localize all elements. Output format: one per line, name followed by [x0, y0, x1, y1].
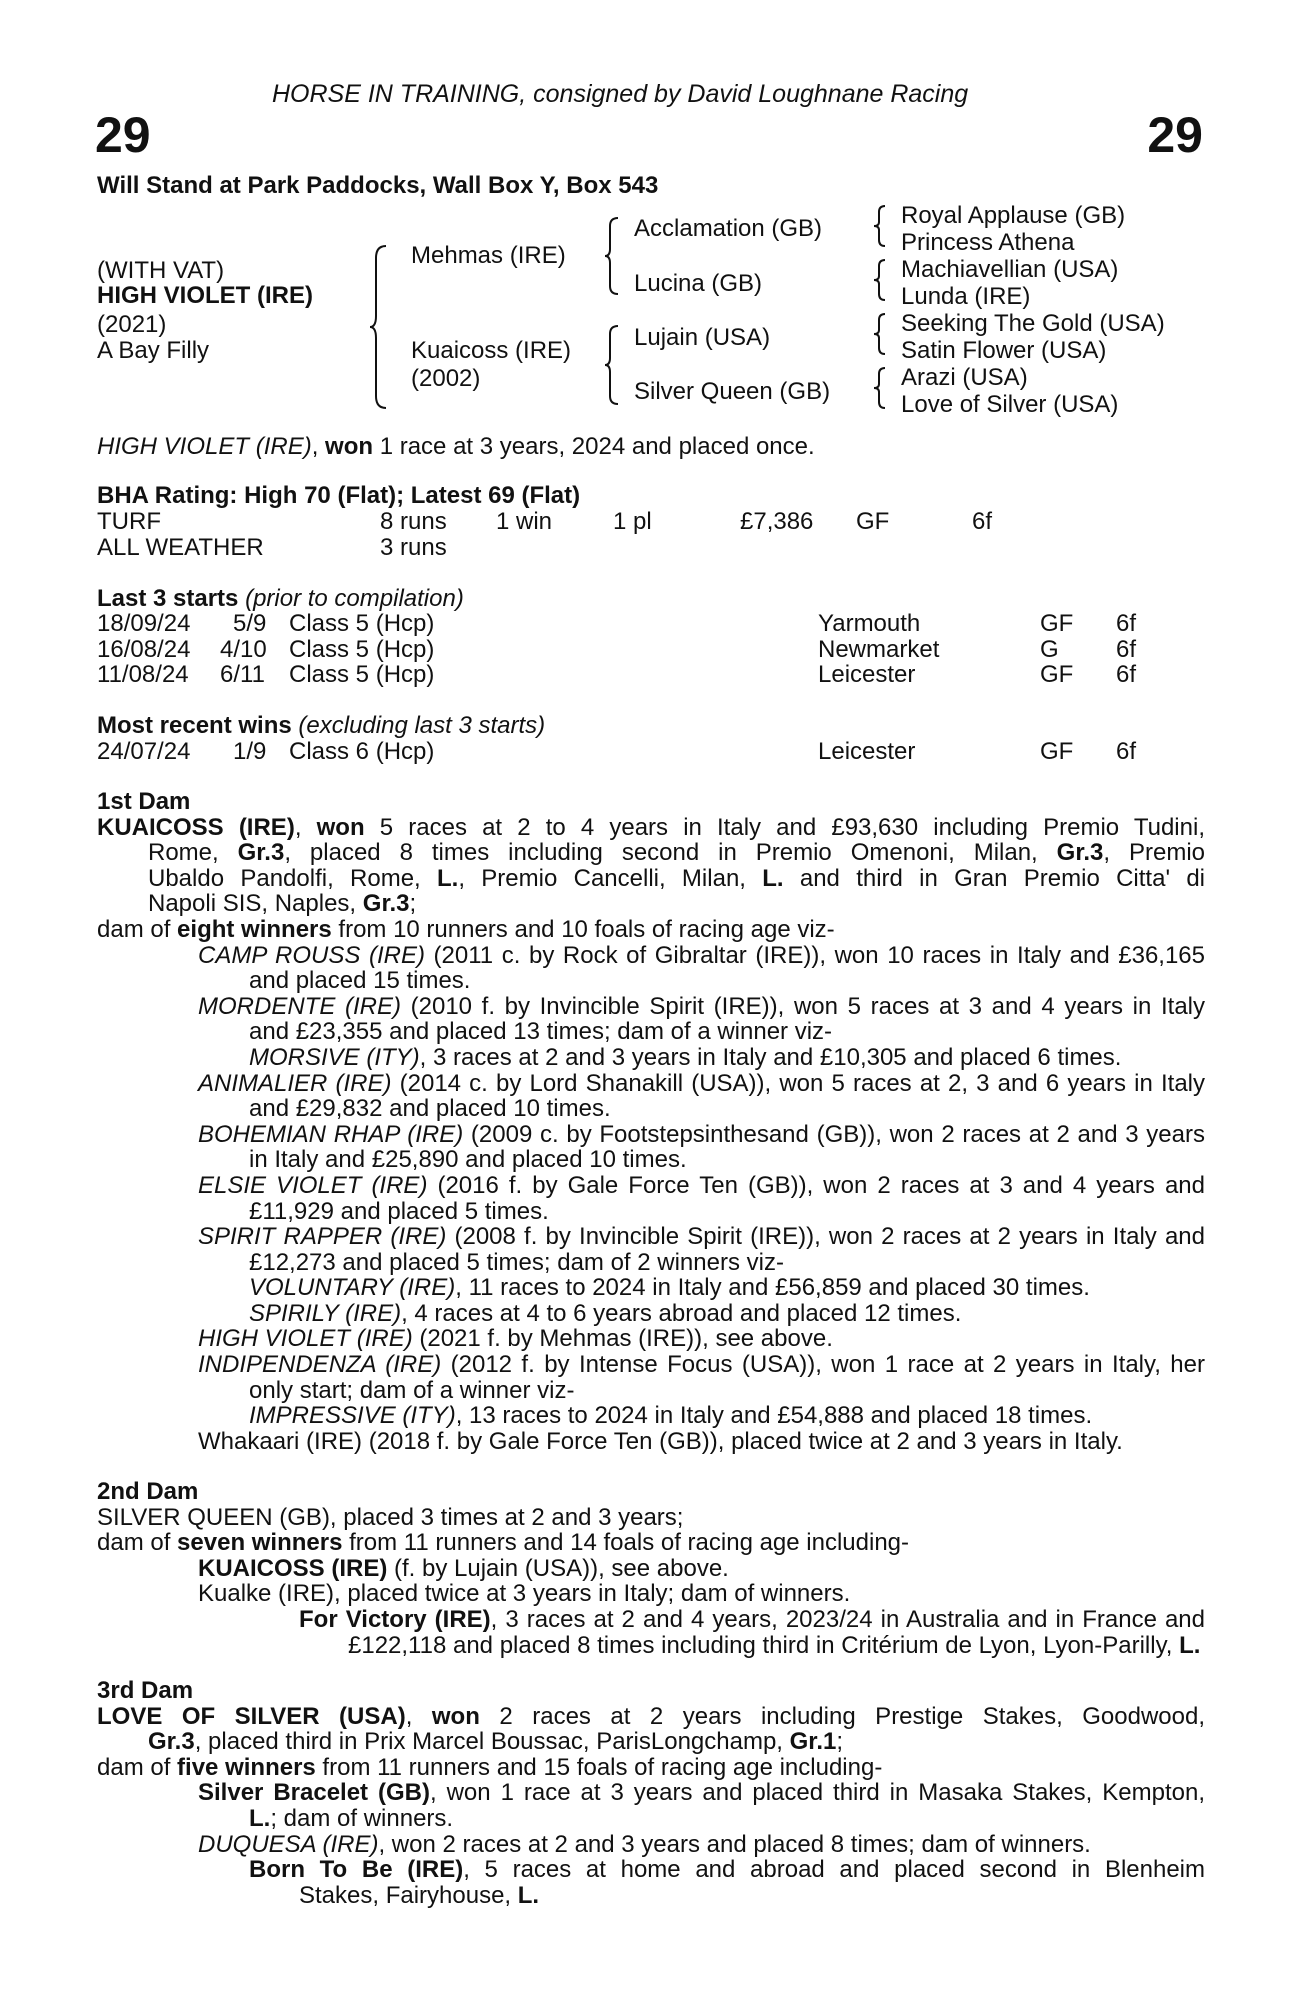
progeny-line: SPIRIT RAPPER (IRE) (2008 f. by Invincible Spirit (IRE)), won 2 races at 2 years in Italy and — [198, 1224, 1205, 1250]
second-dam-line: dam of seven winners from 11 runners and 14 foals of racing age including- — [97, 1529, 910, 1557]
last-starts-title: Last 3 starts — [97, 585, 239, 612]
summary-text: 1 race at 3 years, 2024 and placed once. — [379, 433, 815, 460]
recent-wins-heading — [97, 712, 545, 740]
win-position: 1/9 — [233, 738, 267, 765]
pedigree-brace-g4 — [872, 366, 888, 410]
start-distance: 6f — [1116, 610, 1137, 637]
turf-label: TURF — [97, 508, 161, 535]
start-going: GF — [1040, 661, 1074, 688]
win-course: Leicester — [818, 738, 916, 765]
stand-location: Will Stand at Park Paddocks, Wall Box Y, Box 543 — [97, 172, 659, 199]
first-dam-line: Napoli SIS, Naples, Gr.3; — [148, 890, 417, 918]
progeny-line: £12,273 and placed 5 times; dam of 2 winners viz- — [249, 1248, 784, 1276]
second-dam-line: KUAICOSS (IRE) (f. by Lujain (USA)), see above. — [198, 1554, 729, 1582]
third-dam-line: Silver Bracelet (GB), won 1 race at 3 years and placed third in Masaka Stakes, Kempton, — [198, 1780, 1205, 1806]
progeny-line: MORSIVE (ITY), 3 races at 2 and 3 years in Italy and £10,305 and placed 6 times. — [249, 1043, 1122, 1071]
progeny-line: HIGH VIOLET (IRE) (2021 f. by Mehmas (IRE)), see above. — [198, 1325, 833, 1353]
pedigree-brace-dam — [603, 324, 621, 406]
third-dam-line: Gr.3, placed third in Prix Marcel Boussac, ParisLongchamp, Gr.1; — [148, 1728, 844, 1756]
pedigree-brace-main — [368, 244, 390, 410]
pedigree-dam-dam: Silver Queen (GB) — [634, 378, 831, 405]
third-dam-line: Stakes, Fairyhouse, L. — [299, 1881, 540, 1909]
pedigree-brace-g3 — [872, 312, 888, 356]
summary-horse-name: HIGH VIOLET (IRE) — [97, 433, 312, 460]
last-starts-heading — [97, 585, 464, 613]
turf-wins: 1 win — [496, 508, 553, 535]
catalogue-heading: HORSE IN TRAINING, consigned by David Loughnane Racing — [272, 80, 969, 108]
progeny-line: Whakaari (IRE) (2018 f. by Gale Force Ten (GB)), placed twice at 2 and 3 years in Italy. — [198, 1427, 1123, 1455]
progeny-line: INDIPENDENZA (IRE) (2012 f. by Intense Focus (USA)), won 1 race at 2 years in Italy, her — [198, 1352, 1205, 1378]
horse-name: HIGH VIOLET (IRE) — [97, 282, 313, 309]
progeny-line: VOLUNTARY (IRE), 11 races to 2024 in Italy and £56,859 and placed 30 times. — [249, 1274, 1090, 1302]
start-position: 4/10 — [220, 636, 267, 663]
horse-description: A Bay Filly — [97, 337, 210, 364]
pedigree-brace-sire — [603, 216, 621, 296]
pedigree-sire-dam: Lucina (GB) — [634, 270, 763, 297]
start-date: 11/08/24 — [97, 661, 189, 688]
start-date: 18/09/24 — [97, 610, 191, 637]
pedigree-brace-g2 — [872, 258, 888, 302]
pedigree-dsd: Satin Flower (USA) — [901, 337, 1107, 364]
start-going: G — [1040, 636, 1059, 663]
recent-wins-note: (excluding last 3 starts) — [298, 712, 546, 739]
lot-number-right: 29 — [1147, 107, 1203, 163]
first-dam-line: dam of eight winners from 10 runners and 10 foals of racing age viz- — [97, 915, 835, 943]
pedigree-dam-year: (2002) — [411, 365, 481, 392]
progeny-line: SPIRILY (IRE), 4 races at 4 to 6 years abroad and placed 12 times. — [249, 1299, 962, 1327]
turf-runs: 8 runs — [380, 508, 447, 535]
progeny-line: IMPRESSIVE (ITY), 13 races to 2024 in Italy and £54,888 and placed 18 times. — [249, 1402, 1093, 1430]
third-dam-line: Born To Be (IRE), 5 races at home and abroad and placed second in Blenheim — [249, 1857, 1205, 1883]
second-dam-line: SILVER QUEEN (GB), placed 3 times at 2 and 3 years; — [97, 1503, 684, 1531]
pedigree-ddd: Love of Silver (USA) — [901, 391, 1119, 418]
third-dam-line: L.; dam of winners. — [249, 1804, 454, 1832]
bha-rating: BHA Rating: High 70 (Flat); Latest 69 (Flat) — [97, 482, 581, 509]
progeny-line: ANIMALIER (IRE) (2014 c. by Lord Shanakill (USA)), won 5 races at 2, 3 and 6 years in Italy — [198, 1070, 1205, 1097]
first-dam-line: Ubaldo Pandolfi, Rome, L., Premio Cancelli, Milan, L. and third in Gran Premio Citta' di — [148, 865, 1205, 892]
pedigree-sdd: Lunda (IRE) — [901, 283, 1031, 310]
progeny-line: and £29,832 and placed 10 times. — [249, 1095, 611, 1123]
second-dam-section — [97, 1479, 1205, 1658]
progeny-line: BOHEMIAN RHAP (IRE) (2009 c. by Footstepsinthesand (GB)), won 2 races at 2 and 3 years — [198, 1121, 1205, 1148]
start-distance: 6f — [1116, 661, 1137, 688]
second-dam-line: £122,118 and placed 8 times including third in Critérium de Lyon, Lyon-Parilly, L. — [348, 1631, 1201, 1659]
progeny-line: and £23,355 and placed 13 times; dam of a winner viz- — [249, 1018, 833, 1046]
start-date: 16/08/24 — [97, 636, 191, 663]
progeny-line: only start; dam of a winner viz- — [249, 1376, 575, 1404]
start-position: 6/11 — [220, 661, 265, 688]
start-class: Class 5 (Hcp) — [289, 636, 435, 663]
pedigree-sss: Royal Applause (GB) — [901, 202, 1126, 229]
third-dam-line: dam of five winners from 11 runners and 15 foals of racing age including- — [97, 1753, 883, 1781]
third-dam-title: 3rd Dam — [97, 1677, 194, 1704]
pedigree-ssd: Princess Athena — [901, 229, 1075, 256]
win-going: GF — [1040, 738, 1074, 765]
pedigree-sire: Mehmas (IRE) — [411, 242, 566, 269]
pedigree-brace-g1 — [872, 204, 888, 248]
horse-year: (2021) — [97, 311, 167, 338]
win-date: 24/07/24 — [97, 738, 191, 765]
aw-runs: 3 runs — [380, 534, 447, 561]
start-position: 5/9 — [233, 610, 267, 637]
first-dam-title: 1st Dam — [97, 788, 191, 815]
progeny-line: MORDENTE (IRE) (2010 f. by Invincible Spirit (IRE)), won 5 races at 3 and 4 years in Italy — [198, 993, 1205, 1020]
pedigree-dss: Seeking The Gold (USA) — [901, 310, 1165, 337]
first-dam-section — [97, 789, 1205, 1454]
second-dam-title: 2nd Dam — [97, 1478, 199, 1505]
start-class: Class 5 (Hcp) — [289, 661, 435, 688]
progeny-line: in Italy and £25,890 and placed 10 times. — [249, 1146, 687, 1174]
win-distance: 6f — [1116, 738, 1137, 765]
turf-distance: 6f — [972, 508, 993, 535]
lot-number-left: 29 — [95, 107, 151, 163]
race-summary: HIGH VIOLET (IRE), won 1 race at 3 years, 2024 and placed once. — [97, 433, 815, 460]
turf-placed: 1 pl — [613, 508, 652, 535]
third-dam-section — [97, 1678, 1205, 1908]
start-course: Newmarket — [818, 636, 940, 663]
recent-wins-title: Most recent wins — [97, 712, 292, 739]
summary-won: won — [325, 433, 374, 460]
pedigree-dam: Kuaicoss (IRE) — [411, 337, 572, 364]
pedigree-dds: Arazi (USA) — [901, 364, 1028, 391]
start-distance: 6f — [1116, 636, 1137, 663]
pedigree-sire-sire: Acclamation (GB) — [634, 215, 823, 242]
progeny-line: ELSIE VIOLET (IRE) (2016 f. by Gale Force Ten (GB)), won 2 races at 3 and 4 years and — [198, 1172, 1205, 1199]
pedigree-dam-sire: Lujain (USA) — [634, 324, 771, 351]
first-dam-line: KUAICOSS (IRE), won 5 races at 2 to 4 years in Italy and £93,630 including Premio Tudini, — [97, 814, 1205, 841]
second-dam-line: Kualke (IRE), placed twice at 3 years in Italy; dam of winners. — [198, 1580, 851, 1608]
last-starts-note: (prior to compilation) — [245, 585, 464, 612]
turf-going: GF — [856, 508, 890, 535]
progeny-line: £11,929 and placed 5 times. — [249, 1197, 549, 1225]
first-dam-line: Rome, Gr.3, placed 8 times including second in Premio Omenoni, Milan, Gr.3, Premio — [148, 840, 1205, 866]
vat-note: (WITH VAT) — [97, 257, 225, 284]
third-dam-line: LOVE OF SILVER (USA), won 2 races at 2 years including Prestige Stakes, Goodwood, — [97, 1703, 1205, 1730]
start-class: Class 5 (Hcp) — [289, 610, 435, 637]
start-course: Yarmouth — [818, 610, 921, 637]
pedigree-sds: Machiavellian (USA) — [901, 256, 1119, 283]
turf-prize: £7,386 — [740, 508, 814, 535]
second-dam-line: For Victory (IRE), 3 races at 2 and 4 years, 2023/24 in Australia and in France and — [299, 1606, 1205, 1633]
third-dam-line: DUQUESA (IRE), won 2 races at 2 and 3 years and placed 8 times; dam of winners. — [198, 1830, 1091, 1858]
start-course: Leicester — [818, 661, 916, 688]
win-class: Class 6 (Hcp) — [289, 738, 435, 765]
progeny-line: CAMP ROUSS (IRE) (2011 c. by Rock of Gibraltar (IRE)), won 10 races in Italy and £36,165 — [198, 942, 1205, 969]
aw-label: ALL WEATHER — [97, 534, 264, 561]
progeny-line: and placed 15 times. — [249, 967, 471, 995]
start-going: GF — [1040, 610, 1074, 637]
